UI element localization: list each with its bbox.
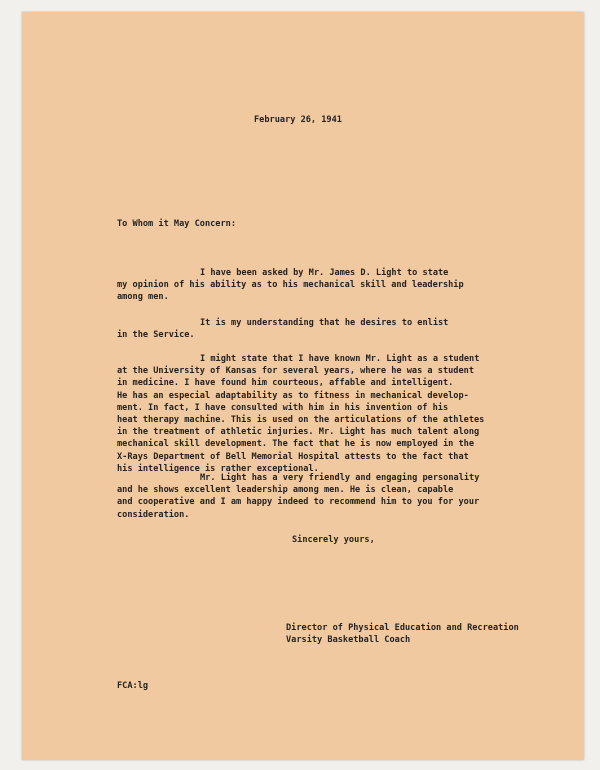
- signature-title: Director of Physical Education and Recreation: [286, 623, 519, 633]
- paragraph-line: X-Rays Department of Bell Memorial Hospital attests to the fact that: [117, 451, 469, 462]
- paragraph-line: at the University of Kansas for several years, where he was a student: [117, 366, 474, 377]
- paragraph-line: I might state that I have known Mr. Light as a student: [200, 354, 480, 364]
- paragraph-line: ment. In fact, I have consulted with him in his invention of his: [117, 402, 449, 413]
- paragraph-line: his intelligence is rather exceptional.: [117, 463, 319, 474]
- paragraph-line: mechanical skill development. The fact that he is now employed in the: [117, 439, 474, 450]
- paragraph-line: in the Service.: [117, 330, 195, 341]
- paragraph-line: I have been asked by Mr. James D. Light to state: [200, 268, 449, 278]
- paragraph-line: Mr. Light has a very friendly and engaging personality: [200, 473, 480, 483]
- paragraph-1: [117, 267, 557, 304]
- paragraph-line: He has an especial adaptability as to fitness in mechanical develop-: [117, 390, 469, 401]
- paragraph-line: and cooperative and I am happy indeed to recommend him to you for your: [117, 497, 480, 508]
- salutation: To Whom it May Concern:: [117, 219, 236, 229]
- paragraph-line: It is my understanding that he desires to enlist: [200, 318, 449, 328]
- letter-page: [22, 12, 584, 760]
- paragraph-line: among men.: [117, 292, 169, 303]
- paragraph-line: my opinion of his ability as to his mechanical skill and leadership: [117, 280, 464, 291]
- paragraph-line: in the treatment of athletic injuries. Mr. Light has much talent along: [117, 427, 480, 438]
- closing: Sincerely yours,: [292, 535, 375, 545]
- paragraph-2: [117, 317, 557, 341]
- signature-title: Varsity Basketball Coach: [286, 635, 411, 646]
- paragraph-line: and he shows excellent leadership among men. He is clean, capable: [117, 485, 454, 496]
- paragraph-line: consideration.: [117, 509, 190, 520]
- signature-block: [286, 622, 519, 646]
- paragraph-3: [117, 353, 557, 475]
- paragraph-line: heat therapy machine. This is used on the articulations of the athletes: [117, 414, 485, 425]
- paragraph-4: [117, 472, 557, 521]
- letter-date: February 26, 1941: [254, 115, 342, 125]
- typist-initials: FCA:lg: [117, 681, 149, 691]
- paragraph-line: in medicine. I have found him courteous, affable and intelligent.: [117, 378, 454, 389]
